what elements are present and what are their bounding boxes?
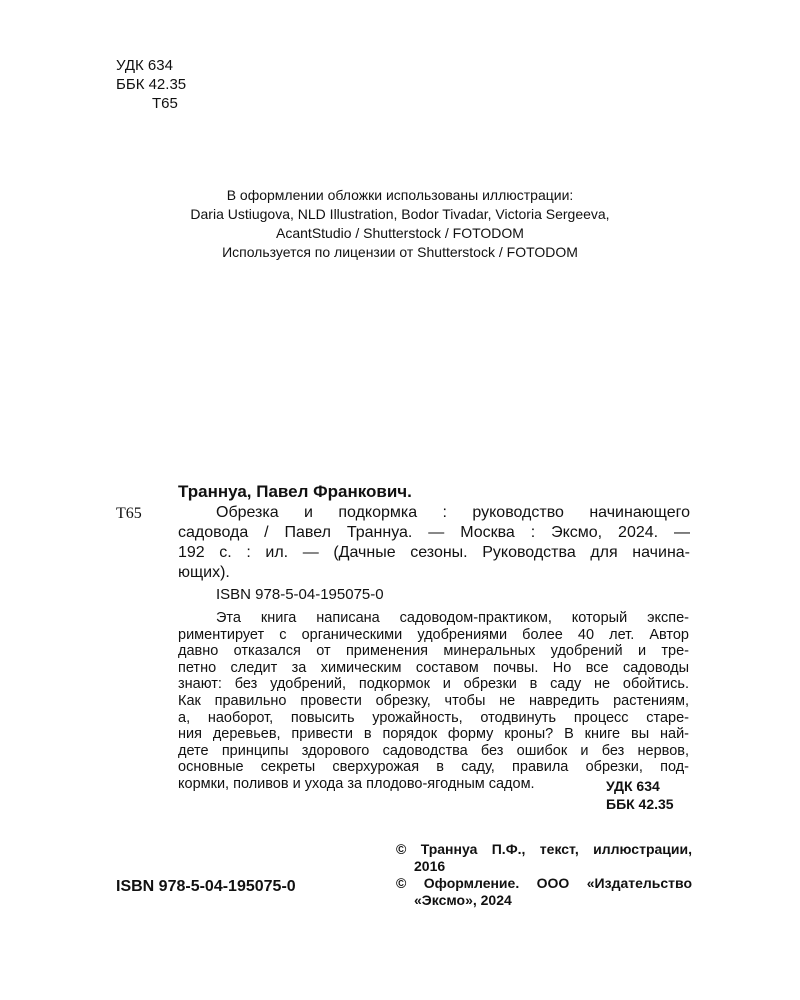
annotation-line: дете принципы здорового садоводства без ошибок и без нервов, (178, 742, 689, 759)
copyright-line: © Траннуа П.Ф., текст, иллюстрации, (396, 841, 692, 857)
author-mark: Т65 (116, 505, 142, 522)
annotation-line: основные секреты сверхурожая в саду, правила обрезки, под- (178, 759, 689, 776)
author-mark-code: Т65 (152, 95, 178, 112)
annotation-line: петно следит за химическим составом почвы. Но все садоводы (178, 659, 689, 676)
udk-code: УДК 634 (116, 57, 173, 74)
annotation-line: ния деревьев, привести в порядок форму кроны? В книге вы най- (178, 726, 689, 743)
bib-line: ющих). (178, 564, 230, 581)
isbn-catalog: ISBN 978-5-04-195075-0 (216, 586, 384, 603)
copyright-line: © Оформление. ООО «Издательство (396, 875, 692, 891)
copyright-line: 2016 (414, 858, 446, 874)
bbk-code: ББК 42.35 (116, 76, 187, 93)
cover-credits-line: AcantStudio / Shutterstock / FOTODOM (276, 225, 524, 241)
cover-credits-line: Daria Ustiugova, NLD Illustration, Bodor Tivadar, Victoria Sergeeva, (190, 206, 610, 222)
cover-credits-line: В оформлении обложки использованы иллюстрации: (226, 187, 574, 203)
bib-line: 192 с. : ил. — (Дачные сезоны. Руководства для начина- (178, 544, 690, 561)
udk-code: УДК 634 (606, 778, 660, 794)
annotation (178, 610, 689, 793)
annotation-line: кормки, поливов и ухода за плодово-ягодным садом. (178, 775, 535, 792)
copyright-line: «Эксмо», 2024 (414, 892, 512, 908)
top-classification-block (116, 56, 186, 113)
bib-line: Обрезка и подкормка : руководство начинающего (216, 504, 690, 521)
annotation-line: а, наоборот, повысить урожайность, отодвинуть процесс старе- (178, 709, 689, 726)
annotation-line: знают: без удобрений, подкормок и обрезки в саду не обойтись. (178, 676, 689, 693)
annotation-line: давно отказался от применения минеральных удобрений и тре- (178, 643, 689, 660)
copyright-block (396, 841, 692, 909)
bbk-code: ББК 42.35 (606, 796, 674, 812)
cover-credits (150, 186, 650, 243)
license-note: Используется по лицензии от Shutterstock / FOTODOM (222, 244, 578, 260)
bib-line: садовода / Павел Траннуа. — Москва : Эксмо, 2024. — (178, 524, 690, 541)
annotation-line: Как правильно провести обрезку, чтобы не навредить растениям, (178, 692, 689, 709)
author-heading: Траннуа, Павел Франкович. (178, 482, 412, 501)
bottom-classification-block (606, 777, 674, 813)
isbn-bottom: ISBN 978-5-04-195075-0 (116, 878, 296, 895)
annotation-line: Эта книга написана садоводом-практиком, который экспе- (216, 610, 689, 626)
bibliographic-description (178, 503, 690, 583)
annotation-line: риментирует с органическими удобрениями более 40 лет. Автор (178, 626, 689, 643)
